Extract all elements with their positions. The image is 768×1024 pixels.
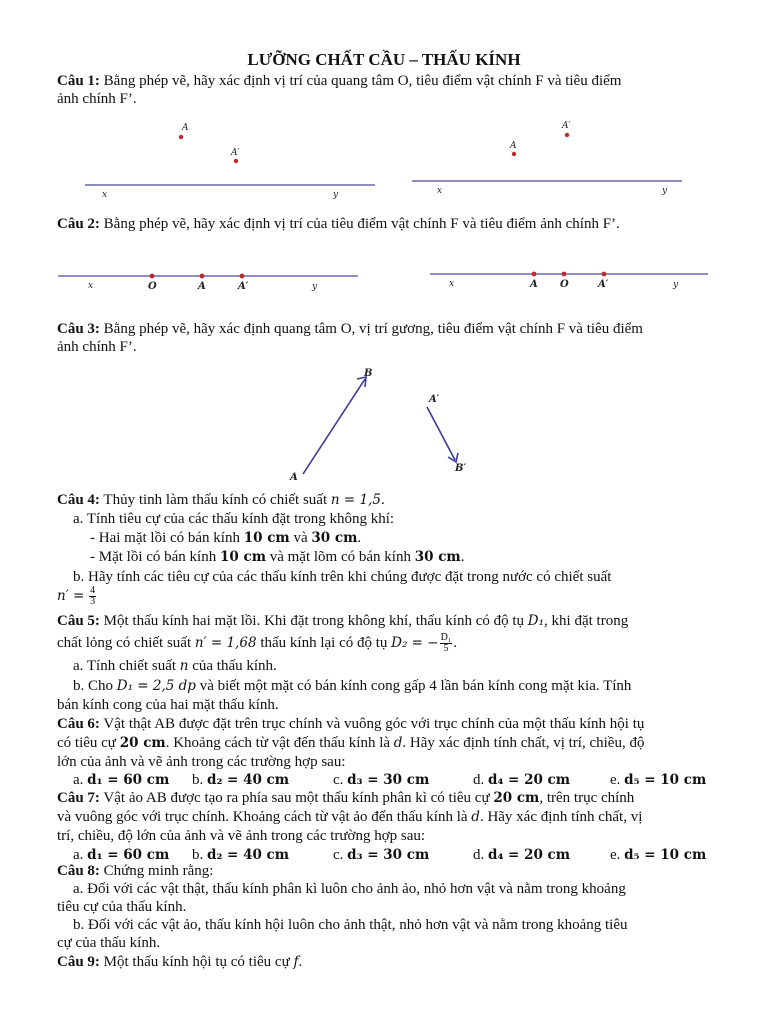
q6-l2-f: 20 cm	[119, 735, 166, 751]
q5-l2-D2: D₂ = −	[391, 635, 439, 651]
q7-option-e	[610, 846, 706, 864]
q7-l2-pre: và vuông góc với trục chính. Khoảng cách từ vật ảo đến thấu kính là	[57, 809, 468, 825]
q2-figure-right	[430, 260, 720, 300]
q5-a-line	[73, 657, 277, 675]
q8-a-l1: a. Đối với các vật thật, thấu kính phân kì luôn cho ảnh ảo, nhỏ hơn vật và nằm trong khoảng	[73, 881, 626, 897]
q4-a1-line: - Hai mặt lồi có bán kính 10 cm và 30 cm.	[90, 530, 362, 546]
q4-a2-line: - Mặt lồi có bán kính 10 cm và mặt lõm có bán kính 30 cm.	[90, 549, 465, 565]
q8-a-l2: tiêu cự của thấu kính.	[57, 899, 187, 915]
q7-option-c-label: c.	[333, 847, 344, 863]
q5-l2-num: D₁	[440, 632, 452, 644]
q9-f: f	[293, 954, 299, 970]
q1-left-label-A-prime: A′	[231, 148, 240, 158]
q2-left-point-O	[150, 274, 155, 279]
q8-intro: Chứng minh rằng:	[103, 863, 214, 879]
q6-option-c-label: c.	[333, 772, 344, 788]
q5-l1-post: , khi đặt trong	[544, 613, 629, 629]
q7-line1	[57, 789, 634, 807]
q3-figure	[285, 365, 505, 485]
q7-l1-f: 20 cm	[493, 790, 540, 806]
q5-b-D1: D₁ = 2,5 dp	[116, 678, 196, 694]
q7-option-e-val: d₅ = 10 cm	[624, 847, 707, 863]
q4-b-n: n′ =	[57, 588, 85, 604]
q1-right-label-A: A	[510, 141, 517, 151]
q2-right-label-x: x	[449, 279, 455, 289]
q1-right-point-A-prime	[565, 133, 569, 137]
q5-b-line2: bán kính cong của hai mặt thấu kính.	[57, 697, 279, 713]
q4-a2-pre: - Mặt lồi có bán kính	[90, 549, 217, 565]
q2-right-point-A-prime	[602, 272, 607, 277]
q5-line1	[57, 612, 628, 630]
q1-right-point-A	[512, 152, 516, 156]
q3-label-A: A	[290, 472, 298, 483]
q7-option-b-label: b.	[192, 847, 204, 863]
q7-option-a-val: d₁ = 60 cm	[87, 847, 170, 863]
q5-l2-mid: thấu kính lại có độ tụ	[260, 635, 388, 651]
q1-label: Câu 1:	[57, 73, 100, 89]
q6-line2	[57, 734, 644, 752]
q2-right-label-A: A	[530, 279, 538, 290]
q6-option-d	[473, 771, 570, 789]
q6-option-e	[610, 771, 706, 789]
q6-option-d-label: d.	[473, 772, 485, 788]
q7-line2	[57, 808, 642, 826]
q1-text-l2: ảnh chính F’.	[57, 91, 137, 107]
q3-arrow-AB	[303, 379, 365, 474]
q6-l1: Vật thật AB được đặt trên trục chính và vuông góc với trục chính của một thấu kính hội tụ	[103, 716, 645, 732]
q5-l1-D1: D₁	[527, 613, 545, 629]
q6-option-b-val: d₂ = 40 cm	[207, 772, 290, 788]
q2-left-label-O: O	[148, 281, 157, 292]
q1-figure-right	[412, 115, 692, 205]
q2-right-label-A-prime: A′	[598, 279, 609, 290]
q2-left-label-A: A	[198, 281, 206, 292]
q1-line1	[57, 72, 621, 90]
q5-b-pre: b. Cho	[73, 678, 114, 694]
q7-option-b-val: d₂ = 40 cm	[207, 847, 290, 863]
q6-option-d-val: d₄ = 20 cm	[488, 772, 571, 788]
q1-right-label-x: x	[437, 186, 443, 196]
q7-l2-d: d	[471, 809, 480, 825]
q2-label: Câu 2:	[57, 216, 100, 232]
q4-intro-line: Câu 4: Thủy tinh làm thấu kính có chiết suất n = 1,5.	[57, 492, 385, 508]
q5-line2: chất lỏng có chiết suất n′ = 1,68 thấu kính lại có độ tụ D₂ = − $\frac{\text{D₁}}{5}$ .	[57, 632, 458, 655]
q5-b-post: và biết một mặt có bán kính cong gấp 4 lần bán kính cong mặt kia. Tính	[199, 678, 632, 694]
q2-left-point-A	[200, 274, 205, 279]
q5-a-n: n	[179, 658, 189, 674]
q5-l2-fraction	[440, 633, 453, 654]
q4-b-fraction	[89, 586, 96, 607]
q4-intro: Thủy tinh làm thấu kính có chiết suất	[103, 492, 328, 508]
q6-option-a-val: d₁ = 60 cm	[87, 772, 170, 788]
q4-a1-pre: - Hai mặt lồi có bán kính	[90, 530, 240, 546]
q3-arrow-AprimeBprime	[427, 407, 455, 460]
q5-a-post: của thấu kính.	[192, 658, 277, 674]
q2-text: Bằng phép vẽ, hãy xác định vị trí của tiêu điểm vật chính F và tiêu điểm ảnh chính F’.	[103, 216, 620, 232]
q7-option-c	[333, 846, 429, 864]
q6-line1	[57, 715, 644, 733]
q6-line3: lớn của ảnh và vẽ ảnh trong các trường hợp sau:	[57, 754, 346, 770]
q3-text-l1: Bằng phép vẽ, hãy xác định quang tâm O, vị trí gương, tiêu điểm vật chính F và tiêu điểm	[103, 321, 643, 337]
q8-b-l1: b. Đối với các vật ảo, thấu kính hội luôn cho ảnh thật, nhỏ hơn vật và nằm trong khoảng tiêu	[73, 917, 628, 933]
q2-figure-left	[58, 262, 368, 302]
page-title: LƯỠNG CHẤT CẦU – THẤU KÍNH	[247, 50, 521, 69]
q2-right-point-A	[532, 272, 537, 277]
q7-option-d-val: d₄ = 20 cm	[488, 847, 571, 863]
q6-l2-post: . Khoảng cách từ vật đến thấu kính là	[165, 735, 391, 751]
q2-right-label-y: y	[673, 280, 679, 290]
q7-l2-post: . Hãy xác định tính chất, vị	[479, 809, 643, 825]
q4-b-den: 3	[90, 596, 96, 608]
q7-option-a-label: a.	[73, 847, 84, 863]
q5-l2-n: n′ = 1,68	[194, 635, 257, 651]
q1-left-label-A: A	[182, 123, 189, 133]
q8-line1	[57, 862, 213, 880]
q9-end: .	[298, 954, 303, 970]
q7-l1-post: , trên trục chính	[539, 790, 635, 806]
q6-option-a	[73, 771, 169, 789]
q3-label-B: B	[364, 368, 373, 379]
q6-l2-d: d	[393, 735, 403, 751]
q4-label: Câu 4:	[57, 492, 100, 508]
q7-label: Câu 7:	[57, 790, 100, 806]
q4-a2-v1: 10 cm	[219, 549, 266, 565]
q6-option-b-label: b.	[192, 772, 204, 788]
q4-a2-v2: 30 cm	[414, 549, 461, 565]
q4-a-line: a. Tính tiêu cự của các thấu kính đặt trong không khí:	[73, 511, 395, 527]
q1-figure-left	[85, 115, 385, 205]
q2-left-label-A-prime: A′	[238, 281, 249, 292]
q2-line	[57, 215, 620, 233]
q1-right-label-A-prime: A′	[562, 121, 571, 131]
q3-line1	[57, 320, 643, 338]
q8-b-l2: cự của thấu kính.	[57, 935, 161, 951]
q3-text-l2: ảnh chính F’.	[57, 339, 137, 355]
q2-left-point-A-prime	[240, 274, 245, 279]
q7-option-c-val: d₃ = 30 cm	[347, 847, 430, 863]
q7-option-e-label: e.	[610, 847, 621, 863]
q3-label-A-prime: A′	[429, 394, 440, 405]
q6-label: Câu 6:	[57, 716, 100, 732]
q2-right-point-O	[562, 272, 567, 277]
q4-b-n-line	[57, 584, 97, 608]
q4-a1-mid: và	[293, 530, 308, 546]
q4-b-num: 4	[90, 585, 96, 597]
q6-option-b	[192, 771, 289, 789]
q9-line	[57, 953, 302, 971]
q2-right-label-O: O	[560, 279, 569, 290]
q5-l2-pre: chất lỏng có chiết suất	[57, 635, 192, 651]
q1-left-label-x: x	[102, 190, 108, 200]
q4-a2-mid: và mặt lõm có bán kính	[269, 549, 411, 565]
q6-l2-pre: có tiêu cự	[57, 735, 116, 751]
q6-option-a-label: a.	[73, 772, 84, 788]
q6-option-c-val: d₃ = 30 cm	[347, 772, 430, 788]
q7-line3: trí, chiều, độ lớn của ảnh và vẽ ảnh trong các trường hợp sau:	[57, 828, 426, 844]
q2-left-label-y: y	[312, 282, 318, 292]
q1-text-l1: Bằng phép vẽ, hãy xác định vị trí của quang tâm O, tiêu điểm vật chính F và tiêu điểm	[103, 73, 622, 89]
q8-label: Câu 8:	[57, 863, 100, 879]
q7-option-d-label: d.	[473, 847, 485, 863]
q1-left-label-y: y	[333, 190, 339, 200]
q2-left-label-x: x	[88, 281, 94, 291]
q5-l1-pre: Một thấu kính hai mặt lồi. Khi đặt trong không khí, thấu kính có độ tụ	[103, 613, 525, 629]
q1-right-label-y: y	[662, 186, 668, 196]
q7-l1-pre: Vật ảo AB được tạo ra phía sau một thấu kính phân kì có tiêu cự	[103, 790, 490, 806]
q5-label: Câu 5:	[57, 613, 100, 629]
q7-option-d	[473, 846, 570, 864]
q4-n-value: n = 1,5	[330, 492, 381, 508]
q6-option-c	[333, 771, 429, 789]
q5-b-line	[73, 677, 631, 695]
q3-label: Câu 3:	[57, 321, 100, 337]
q4-b-line: b. Hãy tính các tiêu cự của các thấu kính trên khi chúng được đặt trong nước có chiết suất	[73, 569, 612, 585]
q4-a1-v2: 30 cm	[311, 530, 358, 546]
q5-l2-den: 5	[443, 643, 449, 655]
q6-option-e-label: e.	[610, 772, 621, 788]
q9-text: Một thấu kính hội tụ có tiêu cự	[103, 954, 290, 970]
q5-a-pre: a. Tính chiết suất	[73, 658, 177, 674]
q3-label-B-prime: B′	[455, 463, 467, 474]
q1-left-point-A	[179, 135, 183, 139]
q1-left-point-A-prime	[234, 159, 238, 163]
q6-option-e-val: d₅ = 10 cm	[624, 772, 707, 788]
q6-l2-end: . Hãy xác định tính chất, vị trí, chiều, độ	[402, 735, 645, 751]
q9-label: Câu 9:	[57, 954, 100, 970]
q4-a1-v1: 10 cm	[243, 530, 290, 546]
